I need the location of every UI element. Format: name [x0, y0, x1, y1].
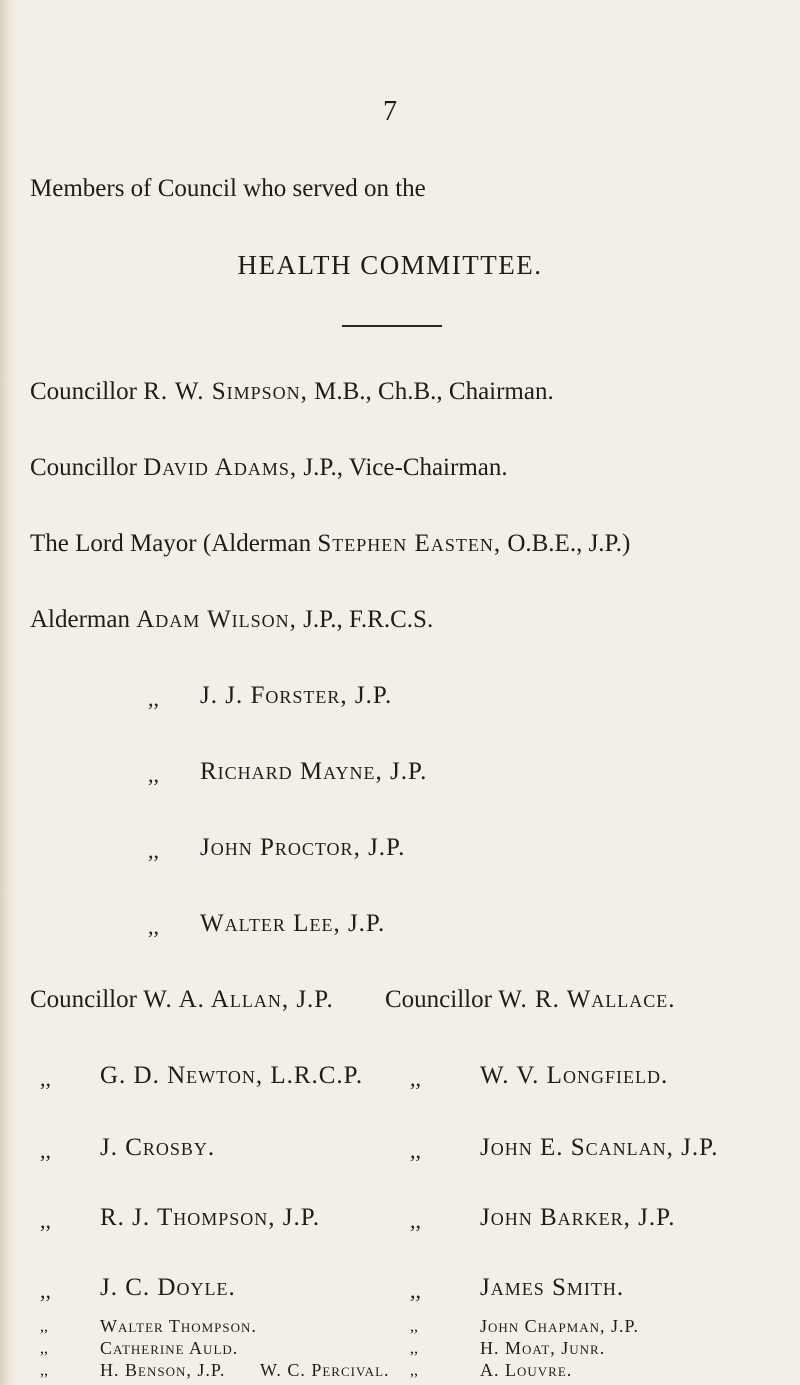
ditto-mark: ,,	[40, 1278, 51, 1303]
ditto-mark: ,,	[40, 1340, 48, 1357]
alderman-name: John Proctor, J.P.	[200, 834, 406, 861]
ditto-mark: ,,	[410, 1278, 421, 1303]
ditto-mark: ,,	[40, 1362, 48, 1379]
ditto-mark: ,,	[40, 1318, 48, 1335]
heading-text: Members of Council who served on the	[30, 175, 426, 202]
councillor-name: A. Louvre.	[480, 1360, 573, 1380]
divider-rule	[342, 325, 442, 327]
ditto-mark: ,,	[40, 1066, 51, 1091]
officer-chairman: Councillor R. W. Simpson, M.B., Ch.B., Chairman.	[30, 378, 554, 405]
councillor-name: John E. Scanlan, J.P.	[480, 1134, 719, 1161]
ditto-mark: ,,	[410, 1066, 421, 1091]
councillor-name: Catherine Auld.	[100, 1338, 239, 1358]
page-number: 7	[383, 96, 397, 127]
councillor-name: G. D. Newton, L.R.C.P.	[100, 1062, 364, 1089]
councillor-name: H. Moat, Junr.	[480, 1338, 606, 1358]
ditto-mark: ,,	[148, 762, 159, 787]
councillor-name: H. Benson, J.P.	[100, 1360, 226, 1380]
binding-shadow	[0, 0, 16, 1385]
alderman-name: Walter Lee, J.P.	[200, 910, 386, 937]
councillor-name: John Chapman, J.P.	[480, 1316, 640, 1336]
councillor-name: W. C. Percival.	[260, 1360, 390, 1380]
officer-vice-chairman: Councillor David Adams, J.P., Vice-Chairman.	[30, 454, 508, 481]
ditto-mark: ,,	[40, 1138, 51, 1163]
councillor-name: Walter Thompson.	[100, 1316, 257, 1336]
councillor-name: John Barker, J.P.	[480, 1204, 676, 1231]
ditto-mark: ,,	[410, 1318, 418, 1335]
ditto-mark: ,,	[410, 1208, 421, 1233]
alderman-name: Richard Mayne, J.P.	[200, 758, 428, 785]
councillor-left-first: Councillor W. A. Allan, J.P.	[30, 986, 334, 1013]
councillor-name: J. C. Doyle.	[100, 1274, 236, 1301]
officer-alderman: Alderman Adam Wilson, J.P., F.R.C.S.	[30, 606, 434, 633]
councillor-name: R. J. Thompson, J.P.	[100, 1204, 321, 1231]
officer-lord-mayor: The Lord Mayor (Alderman Stephen Easten, O.B.E., J.P.)	[30, 530, 631, 557]
officer-name: Adam Wilson,	[136, 606, 297, 633]
officer-name: R. W. Simpson,	[143, 378, 308, 405]
ditto-mark: ,,	[410, 1138, 421, 1163]
councillor-right-first: Councillor W. R. Wallace.	[385, 986, 676, 1013]
ditto-mark: ,,	[148, 838, 159, 863]
councillor-name: W. V. Longfield.	[480, 1062, 669, 1089]
councillor-name: J. Crosby.	[100, 1134, 216, 1161]
committee-title: HEALTH COMMITTEE.	[237, 250, 543, 280]
officer-name: David Adams,	[143, 454, 298, 481]
ditto-mark: ,,	[148, 914, 159, 939]
officer-name: Stephen Easten,	[317, 530, 502, 557]
ditto-mark: ,,	[410, 1362, 418, 1379]
ditto-mark: ,,	[410, 1340, 418, 1357]
councillor-name: James Smith.	[480, 1274, 625, 1301]
ditto-mark: ,,	[148, 686, 159, 711]
ditto-mark: ,,	[40, 1208, 51, 1233]
alderman-name: J. J. Forster, J.P.	[200, 682, 393, 709]
